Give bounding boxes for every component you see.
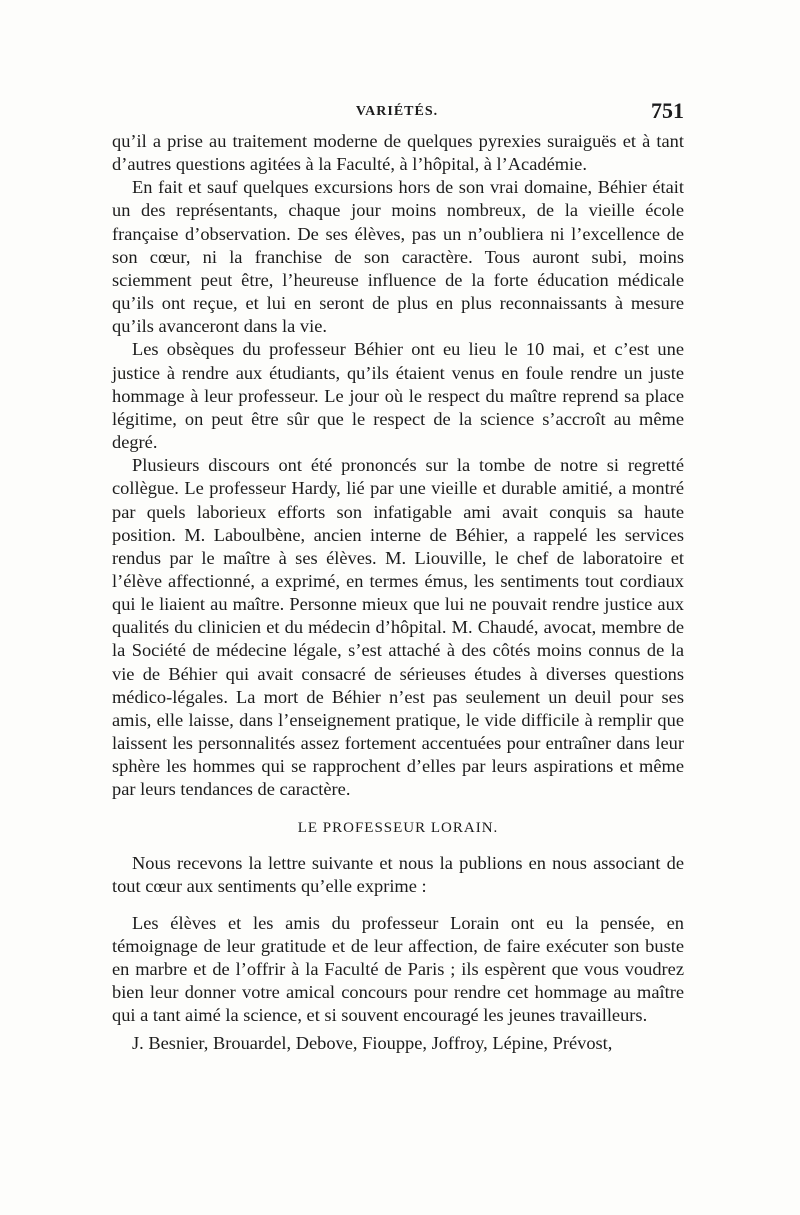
paragraph-speeches: Plusieurs discours ont été prononcés sur la tombe de notre si regretté collègue. Le professeur Hardy, lié par une vieille et durable amitié, a montré par quels laborieux efforts son infatigable ami avait conquis sa haute position. M. Laboulbène, ancien interne de Béhier, a rappelé les services rendus par le maître à ses élèves. M. Liouville, le chef de laboratoire et l’élève affectionné, a exprimé, en termes émus, les sentiments tout cordiaux qui le liaient au maître. Personne mieux que lui ne pouvait rendre justice aux qualités du clinicien et du médecin d’hôpital. M. Chaudé, avocat, membre de la Société de médecine légale, s’est attaché à des côtés moins connus de la vie de Béhier qui avait consacré de sérieuses études à diverses questions médico-légales. La mort de Béhier n’est pas seulement un deuil pour ses amis, elle laisse, dans l’enseignement pratique, le vide difficile à remplir que laissent les personnalités assez fortement accentuées pour entraîner dans leur sphère les hommes qui se rapprochent d’elles par leurs aspirations et même par leurs tendances de caractère.: [112, 455, 684, 800]
paragraph-continuation: qu’il a prise au traitement moderne de quelques pyrexies suraiguës et à tant d’autres questions agitées à la Faculté, à l’hôpital, à l’Académie.: [112, 131, 684, 175]
running-head: [112, 98, 682, 128]
paragraph-behier-school: En fait et sauf quelques excursions hors de son vrai domaine, Béhier était un des représentants, chaque jour moins nombreux, de la vieille école française d’observation. De ses élèves, pas un n’oubliera ni l’excellence de son cœur, ni la franchise de son caractère. Tous auront subi, moins sciemment peut être, l’heureuse influence de la forte éducation médicale qu’ils ont reçue, et lui en seront de plus en plus reconnaissants à mesure qu’ils avanceront dans la vie.: [112, 177, 684, 337]
signatories: J. Besnier, Brouardel, Debove, Fiouppe, Joffroy, Lépine, Prévost,: [132, 1032, 613, 1053]
paragraph-funeral: Les obsèques du professeur Béhier ont eu lieu le 10 mai, et c’est une justice à rendre aux étudiants, qu’ils étaient venus en foule rendre un juste hommage à leur professeur. Le jour où le respect du maître reprend sa place légitime, on peut être sûr que le respect de la science s’accroît au même degré.: [112, 339, 684, 453]
letter-introduction: Nous recevons la lettre suivante et nous la publions en nous associant de tout cœur aux sentiments qu’elle exprime :: [112, 852, 684, 896]
running-title: VARIÉTÉS.: [355, 104, 439, 119]
letter-body: Les élèves et les amis du professeur Lorain ont eu la pensée, en témoignage de leur gratitude et de leur affection, de faire exécuter son buste en marbre et de l’offrir à la Faculté de Paris ; ils espèrent que vous voudrez bien leur donner votre amical concours pour rendre cet hommage au maître qui a tant aimé la science, et si souvent encouragé les jeunes travailleurs.: [112, 912, 684, 1026]
section-title: LE PROFESSEUR LORAIN.: [297, 819, 499, 836]
page-number: 751: [651, 98, 684, 123]
body-text: [112, 130, 684, 1055]
